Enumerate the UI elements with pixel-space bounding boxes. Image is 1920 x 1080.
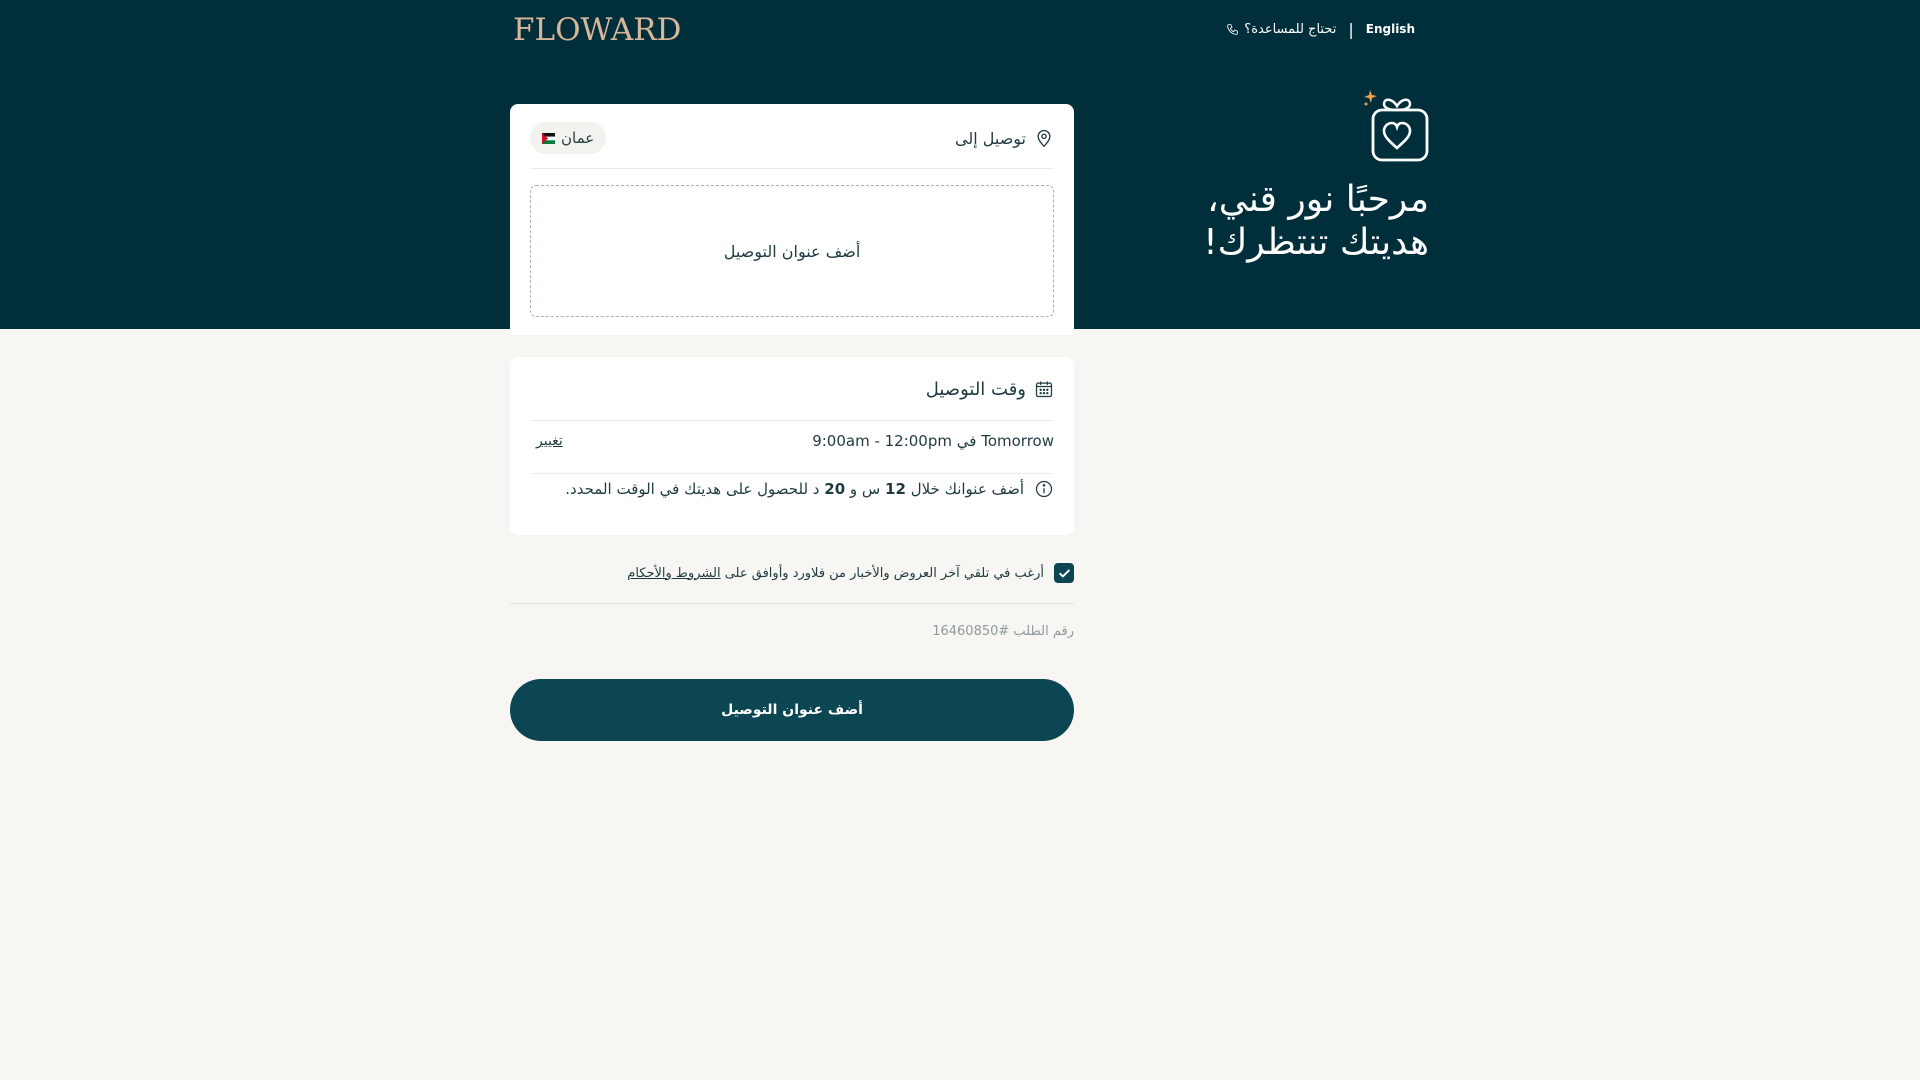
help-link[interactable] [1226, 22, 1336, 37]
consent-text: أرغب في تلقي آخر العروض والأخبار من فلاورد وأوافق على الشروط والأحكام [627, 565, 1044, 581]
delivery-address-card [510, 104, 1074, 335]
nav-separator: | [1348, 19, 1354, 39]
welcome-line-1: مرحبًا نور قني، [1207, 179, 1429, 220]
delivery-time-label: وقت التوصيل [925, 378, 1026, 400]
countdown-hours: 12 [885, 480, 906, 498]
section-divider [510, 603, 1074, 604]
welcome-heading [1029, 178, 1429, 264]
order-number: رقم الطلب #16460850 [932, 624, 1074, 639]
phone-icon [1226, 23, 1239, 36]
change-slot-link[interactable]: تغيير [536, 433, 563, 449]
card-divider [530, 168, 1054, 169]
delivery-time-header [530, 375, 1054, 403]
delivery-time-card [510, 357, 1074, 535]
welcome-line-2: هديتك تنتظرك! [1203, 222, 1429, 263]
jordan-flag-icon [542, 133, 555, 144]
delivery-slot: Tomorrow في 9:00am - 12:00pm [812, 432, 1054, 450]
countdown-info [530, 472, 1054, 506]
add-address-button[interactable]: أضف عنوان التوصيل [510, 679, 1074, 741]
help-link-label: تحتاج للمساعدة؟ [1244, 21, 1337, 37]
floward-logo[interactable]: FLOWARD [513, 12, 682, 48]
location-pin-icon [1034, 128, 1054, 148]
countdown-text: أضف عنوانك خلال 12 س و 20 د للحصول على هديتك في الوقت المحدد. [565, 480, 1024, 498]
language-switch-link[interactable]: English [1365, 22, 1415, 36]
delivery-slot-row [530, 420, 1054, 462]
check-icon [1058, 567, 1071, 580]
marketing-consent [510, 560, 1074, 586]
info-icon [1034, 479, 1054, 499]
delivery-to-title [955, 128, 1054, 148]
terms-link[interactable]: الشروط والأحكام [627, 565, 721, 581]
delivery-time-title [926, 379, 1054, 400]
delivery-to-label: توصيل إلى [955, 128, 1026, 148]
top-nav [1226, 18, 1415, 40]
country-selector[interactable] [530, 122, 606, 154]
consent-checkbox[interactable] [1054, 563, 1074, 583]
delivery-to-header [530, 122, 1054, 154]
calendar-icon [1034, 379, 1054, 399]
add-address-box[interactable]: أضف عنوان التوصيل [530, 185, 1054, 317]
country-name: عمان [561, 129, 595, 147]
countdown-minutes: 20 [824, 480, 846, 498]
gift-heart-icon [1364, 86, 1430, 164]
